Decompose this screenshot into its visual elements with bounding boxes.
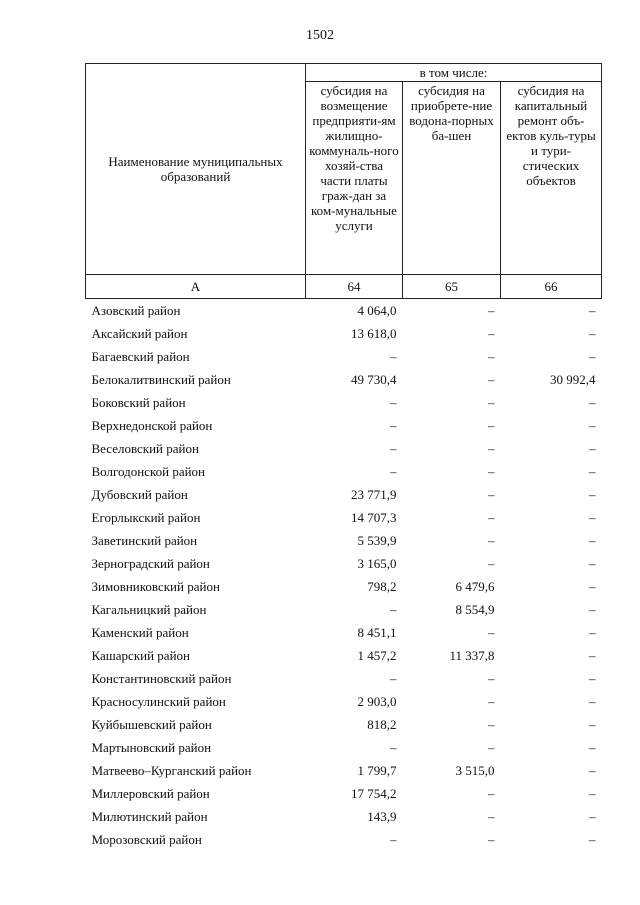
value-64-cell: 818,2 (367, 717, 397, 732)
value-65-cell: – (488, 809, 495, 824)
value-65-cell: 8 554,9 (455, 602, 495, 617)
value-64-cell: 23 771,9 (351, 487, 397, 502)
value-65-cell: – (488, 556, 495, 571)
index-cell-a: А (86, 275, 306, 299)
index-cell-64: 64 (306, 275, 403, 299)
municipality-name-cell: Матвеево–Курганский район (91, 763, 252, 778)
value-66-cell: – (589, 579, 596, 594)
value-64-cell: – (390, 602, 397, 617)
municipality-name-cell: Верхнедонской район (91, 418, 213, 433)
value-64-cell: 49 730,4 (351, 372, 397, 387)
value-64-cell: 5 539,9 (357, 533, 397, 548)
value-66-cell: – (589, 717, 596, 732)
table-row (86, 437, 602, 460)
value-65-cell: – (488, 533, 495, 548)
table-row (86, 575, 602, 598)
table-row (86, 414, 602, 437)
value-65-cell: – (488, 786, 495, 801)
municipality-name-cell: Егорлыкский район (91, 510, 201, 525)
municipality-name-cell: Заветинский район (91, 533, 198, 548)
municipality-name-cell: Боковский район (91, 395, 186, 410)
value-65-cell: 3 515,0 (455, 763, 495, 778)
municipality-name-cell: Мартыновский район (91, 740, 212, 755)
value-64-cell: – (390, 464, 397, 479)
table-row (86, 621, 602, 644)
municipality-name-cell: Волгодонской район (91, 464, 206, 479)
municipality-name-cell: Багаевский район (91, 349, 190, 364)
column-header-65: субсидия на приобрете-ние водона-порных ба-шен (403, 82, 501, 275)
municipality-name-cell: Милютинский район (91, 809, 208, 824)
value-66-cell: – (589, 809, 596, 824)
value-66-cell: – (589, 533, 596, 548)
municipality-name-cell: Кагальницкий район (91, 602, 207, 617)
municipality-name-cell: Азовский район (91, 303, 181, 318)
group-header: в том числе: (306, 64, 602, 82)
table-row (86, 828, 602, 851)
value-65-cell: – (488, 441, 495, 456)
municipality-name-cell: Зимовниковский район (91, 579, 220, 594)
value-64-cell: – (390, 418, 397, 433)
column-header-64: субсидия на возмещение предприяти-ям жилищно-коммуналь-ного хозяй-ства части платы граж-дан за ком-мунальные услуги (306, 82, 403, 275)
municipality-name-cell: Куйбышевский район (91, 717, 212, 732)
table-row (86, 690, 602, 713)
value-66-cell: – (589, 786, 596, 801)
value-66-cell: – (589, 464, 596, 479)
value-66-cell: – (589, 602, 596, 617)
value-65-cell: – (488, 510, 495, 525)
municipality-name-cell: Кашарский район (91, 648, 190, 663)
value-65-cell: – (488, 717, 495, 732)
value-65-cell: – (488, 464, 495, 479)
value-64-cell: 1 799,7 (357, 763, 397, 778)
page-number: 1502 (306, 28, 334, 43)
value-66-cell: – (589, 648, 596, 663)
value-66-cell: – (589, 740, 596, 755)
value-64-cell: 14 707,3 (351, 510, 397, 525)
value-66-cell: – (589, 441, 596, 456)
value-64-cell: – (390, 740, 397, 755)
value-64-cell: 13 618,0 (351, 326, 397, 341)
value-66-cell: – (589, 303, 596, 318)
municipality-name-cell: Каменский район (91, 625, 189, 640)
table-row (86, 552, 602, 575)
value-64-cell: – (390, 441, 397, 456)
value-66-cell: – (589, 625, 596, 640)
value-66-cell: – (589, 671, 596, 686)
value-66-cell: – (589, 556, 596, 571)
value-66-cell: – (589, 395, 596, 410)
table-row (86, 368, 602, 391)
value-65-cell: – (488, 326, 495, 341)
municipality-name-cell: Веселовский район (91, 441, 199, 456)
value-66-cell: – (589, 418, 596, 433)
value-65-cell: – (488, 349, 495, 364)
table-row (86, 299, 602, 323)
table-row (86, 460, 602, 483)
municipality-name-cell: Морозовский район (91, 832, 202, 847)
municipality-name-cell: Миллеровский район (91, 786, 210, 801)
name-column-header: Наименование муниципальных образований (86, 64, 306, 275)
value-65-cell: – (488, 395, 495, 410)
index-cell-66: 66 (501, 275, 602, 299)
value-64-cell: 8 451,1 (357, 625, 397, 640)
value-64-cell: 798,2 (367, 579, 397, 594)
table-row (86, 713, 602, 736)
value-66-cell: – (589, 349, 596, 364)
value-65-cell: – (488, 487, 495, 502)
table-row (86, 506, 602, 529)
table-row (86, 391, 602, 414)
value-66-cell: – (589, 763, 596, 778)
table-row (86, 598, 602, 621)
value-65-cell: – (488, 671, 495, 686)
value-64-cell: – (390, 832, 397, 847)
table-row (86, 644, 602, 667)
value-65-cell: – (488, 372, 495, 387)
column-header-66: субсидия на капитальный ремонт объ-ектов куль-туры и тури-стических объектов (501, 82, 602, 275)
value-66-cell: – (589, 694, 596, 709)
table-row (86, 759, 602, 782)
value-65-cell: – (488, 740, 495, 755)
value-64-cell: 17 754,2 (351, 786, 397, 801)
table-row (86, 782, 602, 805)
municipality-name-cell: Дубовский район (91, 487, 188, 502)
subsidy-table (85, 63, 602, 851)
index-cell-65: 65 (403, 275, 501, 299)
value-66-cell: – (589, 832, 596, 847)
value-65-cell: – (488, 832, 495, 847)
value-66-cell: – (589, 326, 596, 341)
table-row (86, 483, 602, 506)
value-64-cell: 2 903,0 (357, 694, 397, 709)
value-66-cell: 30 992,4 (550, 372, 596, 387)
municipality-name-cell: Красносулинский район (91, 694, 226, 709)
table-row (86, 529, 602, 552)
table-body (86, 299, 602, 852)
value-64-cell: – (390, 671, 397, 686)
value-64-cell: 3 165,0 (357, 556, 397, 571)
value-65-cell: – (488, 303, 495, 318)
municipality-name-cell: Белокалитвинский район (91, 372, 231, 387)
municipality-name-cell: Константиновский район (91, 671, 232, 686)
table-row (86, 322, 602, 345)
value-65-cell: 11 337,8 (449, 648, 495, 663)
municipality-name-cell: Аксайский район (91, 326, 188, 341)
municipality-name-cell: Зерноградский район (91, 556, 210, 571)
table-header (86, 64, 602, 299)
value-64-cell: – (390, 349, 397, 364)
table-row (86, 805, 602, 828)
table-row (86, 667, 602, 690)
value-65-cell: – (488, 694, 495, 709)
value-64-cell: – (390, 395, 397, 410)
value-66-cell: – (589, 510, 596, 525)
table-row (86, 345, 602, 368)
value-65-cell: 6 479,6 (455, 579, 495, 594)
value-65-cell: – (488, 625, 495, 640)
value-66-cell: – (589, 487, 596, 502)
value-64-cell: 143,9 (367, 809, 397, 824)
table-row (86, 736, 602, 759)
value-64-cell: 4 064,0 (357, 303, 397, 318)
value-64-cell: 1 457,2 (357, 648, 397, 663)
value-65-cell: – (488, 418, 495, 433)
